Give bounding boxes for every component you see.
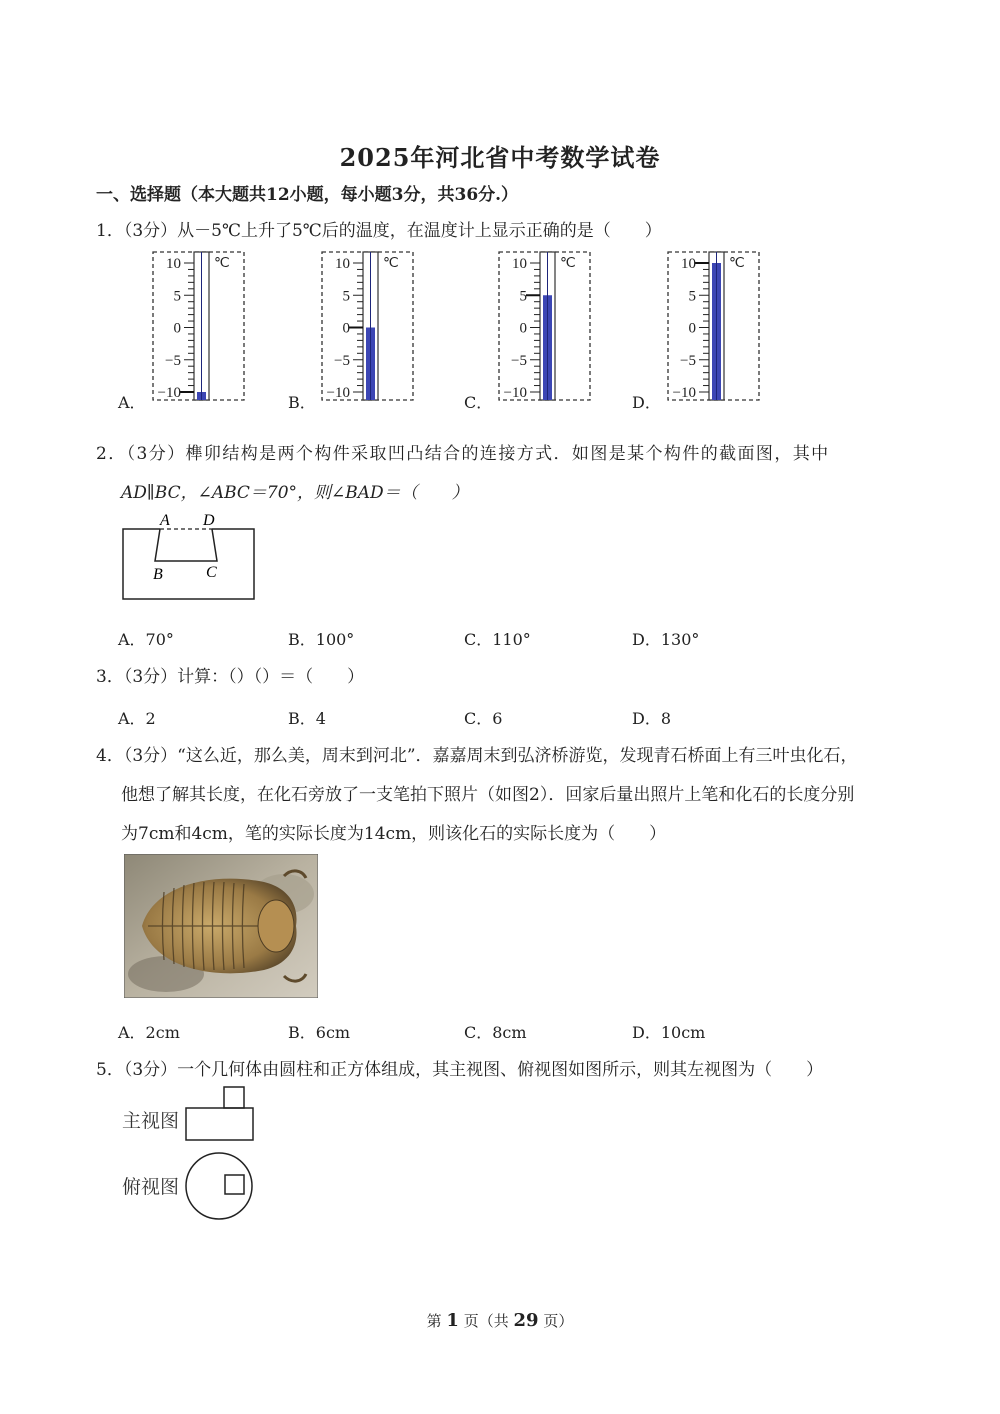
thermometer-a [150, 250, 250, 405]
q1-option-c: C． [464, 393, 493, 412]
page-footer [0, 1310, 1000, 1331]
scale-label: −10 [326, 385, 350, 401]
thermometer-c [496, 250, 596, 405]
scale-label: 0 [519, 320, 527, 337]
q2-option-a: A．70° [118, 630, 174, 649]
scale-label: 5 [342, 288, 350, 305]
top-view-label: 俯视图 [122, 1176, 180, 1198]
top-view-figure [183, 1150, 258, 1222]
question-2-line-2: AD∥BC，∠ABC＝70°，则∠BAD＝（ ） [121, 483, 469, 503]
question-4-line-3: 为7cm和4cm，笔的实际长度为14cm，则该化石的实际长度为（ ） [121, 824, 667, 844]
footer-pre: 第 [426, 1312, 442, 1330]
thermometer-d [665, 250, 765, 405]
scale-label: 10 [681, 256, 696, 272]
unit-label: ℃ [729, 256, 745, 271]
q3-option-c: C．6 [464, 709, 503, 728]
scale-label: −5 [165, 352, 181, 369]
q3-option-d: D．8 [632, 709, 672, 728]
question-1-text: 1．（3分）从－5℃上升了5℃后的温度，在温度计上显示正确的是（ ） [96, 221, 662, 241]
q4-option-b: B．6cm [288, 1023, 351, 1042]
question-4-line-1: 4．（3分）“这么近，那么美，周末到河北”．嘉嘉周末到弘济桥游览，发现青石桥面上有三叶虫化石， [96, 746, 858, 766]
scale-label: 0 [342, 320, 350, 337]
footer-post: 页） [543, 1312, 574, 1330]
q3-option-b: B．4 [288, 709, 326, 728]
scale-label: −5 [334, 352, 350, 369]
q1-option-d: D． [632, 393, 661, 412]
section-heading: 一、选择题（本大题共12小题，每小题3分，共36分.） [96, 185, 519, 205]
footer-mid: 页（共 [463, 1312, 509, 1330]
unit-label: ℃ [214, 256, 230, 271]
question-5-text: 5．（3分）一个几何体由圆柱和正方体组成，其主视图、俯视图如图所示，则其左视图为（ ） [96, 1060, 824, 1080]
point-b-label: B [153, 566, 163, 583]
point-c-label: C [206, 564, 217, 581]
q2-option-c: C．110° [464, 630, 531, 649]
thermometer-b [319, 250, 419, 405]
question-4-line-2: 他想了解其长度，在化石旁放了一支笔拍下照片（如图2）．回家后量出照片上笔和化石的长度分别 [121, 785, 855, 805]
scale-label: −10 [672, 385, 696, 401]
q1-option-b: B． [288, 393, 316, 412]
trilobite-photo [124, 854, 318, 998]
question-3-text: 3．（3分）计算：（）（）＝（ ） [96, 667, 365, 687]
total-pages: 29 [513, 1310, 539, 1331]
front-view-label: 主视图 [122, 1110, 180, 1132]
unit-label: ℃ [383, 256, 399, 271]
point-a-label: A [160, 512, 170, 529]
scale-label: −5 [680, 352, 696, 369]
scale-label: 5 [519, 288, 527, 305]
scale-label: −10 [503, 385, 527, 401]
scale-label: 10 [335, 256, 350, 272]
question-2-line-1: 2．（3分）榫卯结构是两个构件采取凹凸结合的连接方式．如图是某个构件的截面图，其中 [96, 444, 830, 464]
q2-option-b: B．100° [288, 630, 355, 649]
q1-option-a: A． [118, 393, 146, 412]
q2-option-d: D．130° [632, 630, 700, 649]
scale-label: −10 [157, 385, 181, 401]
front-view-figure [183, 1085, 258, 1145]
q4-option-d: D．10cm [632, 1023, 706, 1042]
scale-label: 0 [173, 320, 181, 337]
unit-label: ℃ [560, 256, 576, 271]
page-number: 1 [446, 1310, 459, 1331]
point-d-label: D [203, 512, 215, 529]
scale-label: 0 [688, 320, 696, 337]
scale-label: 10 [512, 256, 527, 272]
q4-option-a: A．2cm [118, 1023, 180, 1042]
scale-label: 5 [173, 288, 181, 305]
q4-option-c: C．8cm [464, 1023, 527, 1042]
scale-label: 10 [166, 256, 181, 272]
scale-label: −5 [511, 352, 527, 369]
scale-label: 5 [688, 288, 696, 305]
page-title: 2025年河北省中考数学试卷 [339, 143, 661, 172]
q3-option-a: A．2 [118, 709, 156, 728]
mortise-diagram [118, 508, 263, 608]
